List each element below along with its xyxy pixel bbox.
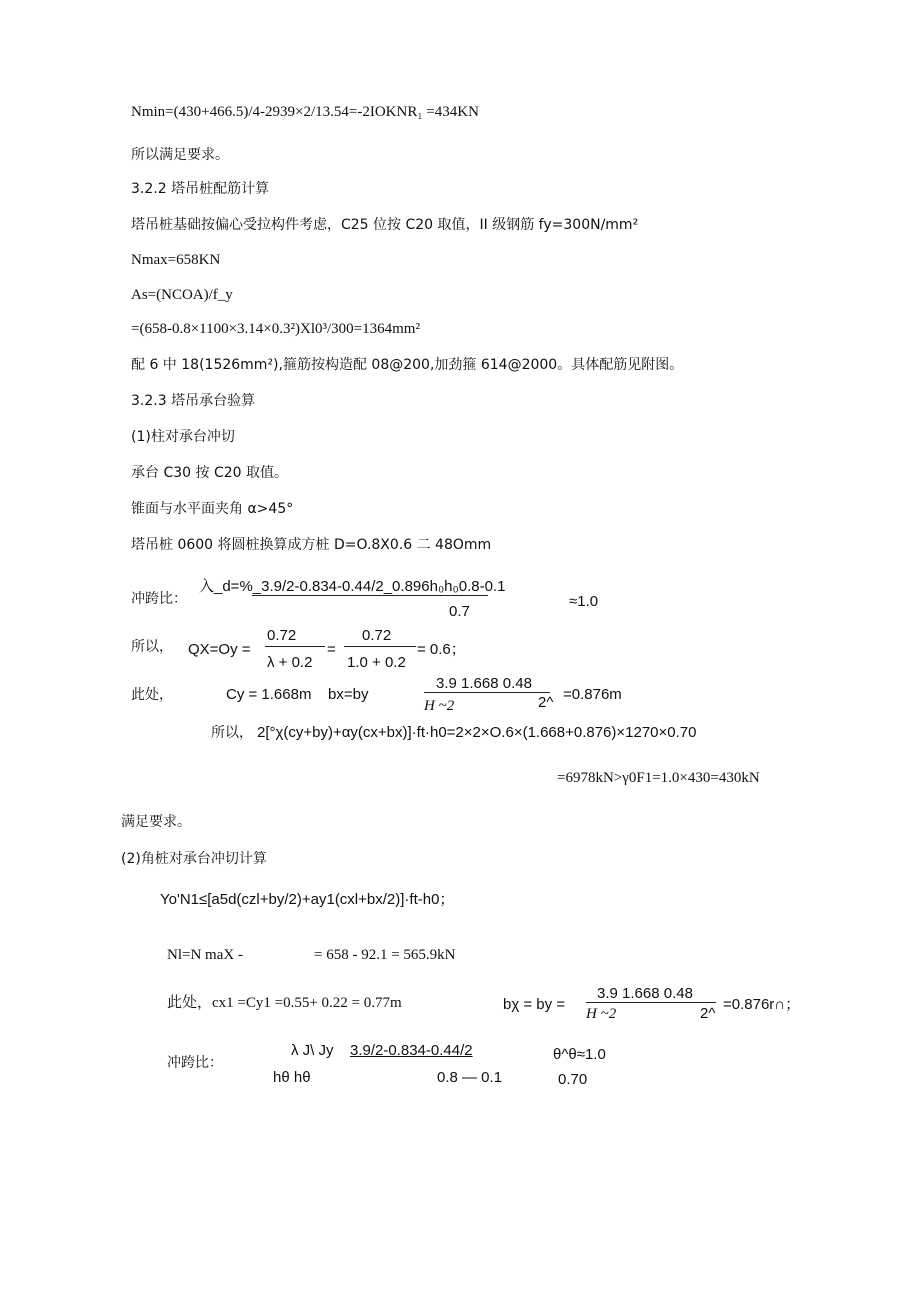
- ratio-result: ≈1.0: [569, 593, 599, 610]
- ratio-expression: 入_d=%_3.9/2-0.834-0.44/2_0.896h₀h₀0.8-0.1: [199, 578, 506, 595]
- b-denominator-right: 2^: [538, 694, 554, 711]
- ratio2-top-a: λ J\ Jy: [291, 1042, 334, 1059]
- b-fraction-bar: [424, 692, 550, 693]
- cy-value: Cy = 1.668m: [226, 686, 312, 703]
- fraction1-bar: [265, 646, 325, 647]
- nmin-formula: Nmin=(430+466.5)/4-2939×2/13.54=-2IOKNR₁ =434KN: [131, 104, 479, 120]
- b-denominator-left: H ~2: [424, 698, 455, 714]
- ratio-label: 冲跨比：: [131, 591, 187, 607]
- design-paragraph: 塔吊桩基础按偏心受拉构件考虑，C25 位按 C20 取值，II 级钢筋 fy=300N/mm²: [131, 217, 639, 233]
- bchi-label: bχ = by =: [503, 996, 566, 1013]
- rebar-paragraph: 配 6 中 18(1526mm²),箍筋按构造配 08@200,加劲箍 614@2000。具体配筋见附图。: [131, 357, 684, 373]
- punching-result: =6978kN>γ0F1=1.0×430=430kN: [557, 770, 760, 786]
- nl-result: = 658 - 92.1 = 565.9kN: [314, 947, 456, 963]
- ratio2-bottom-b: 0.8 — 0.1: [437, 1069, 503, 1086]
- fraction1-numerator: 0.72: [267, 627, 297, 644]
- equals-sign: =: [327, 641, 336, 658]
- bx-by: bx=by: [328, 686, 369, 703]
- fraction1-denominator: λ + 0.2: [267, 654, 313, 671]
- satisfy2-text: 满足要求。: [121, 814, 191, 830]
- nl-formula: Nl=N maX -: [167, 947, 243, 963]
- so2-label: 所以，: [211, 725, 253, 741]
- here2-text: 此处，cx1 =Cy1 =0.55+ 0.22 = 0.77m: [167, 995, 402, 1011]
- punching-sum: 2[°χ(cy+by)+αy(cx+bx)]·ft·h0=2×2×O.6×(1.668+0.876)×1270×0.70: [257, 724, 697, 741]
- b2-fraction-bar: [586, 1002, 716, 1003]
- ratio-fraction-bar: [252, 595, 488, 596]
- theta-top: θ^θ≈1.0: [553, 1046, 606, 1063]
- fraction2-bar: [344, 646, 416, 647]
- pile-conversion: 塔吊桩 0600 将圆桩换算成方桩 D=O.8X0.6 二 48Omm: [131, 537, 492, 553]
- b2-result: =0.876r∩；: [723, 996, 801, 1013]
- ratio2-top-b: 3.9/2-0.834-0.44/2: [350, 1042, 473, 1059]
- alpha-xy: QX=Oy =: [188, 641, 251, 658]
- corner-pile-formula: Yo'N1≤[a5d(czl+by/2)+ay1(cxl+bx/2)]·ft-h0；: [160, 891, 455, 908]
- section-heading-3-2-3: 3.2.3 塔吊承台验算: [131, 393, 256, 409]
- fraction2-denominator: 1.0 + 0.2: [347, 654, 406, 671]
- b2-denominator-left: H ~2: [586, 1006, 617, 1022]
- ratio2-label: 冲跨比：: [167, 1055, 223, 1071]
- cone-angle: 锥面与水平面夹角 α>45°: [131, 501, 294, 517]
- section-heading-3-2-2: 3.2.2 塔吊桩配筋计算: [131, 181, 270, 197]
- fraction2-numerator: 0.72: [362, 627, 392, 644]
- b-result: =0.876m: [563, 686, 622, 703]
- satisfy-text: 所以满足要求。: [131, 147, 229, 163]
- here-label: 此处，: [131, 687, 173, 703]
- as-formula: As=(NCOA)/f_y: [131, 287, 233, 303]
- so-label: 所以，: [131, 639, 173, 655]
- b2-numerator: 3.9 1.668 0.48: [597, 985, 693, 1002]
- theta-bottom: 0.70: [558, 1071, 588, 1088]
- subsection-2: (2)角桩对承台冲切计算: [121, 851, 267, 867]
- b2-denominator-right: 2^: [700, 1005, 716, 1022]
- nmax-value: Nmax=658KN: [131, 252, 221, 268]
- as-calculation: =(658-0.8×1100×3.14×0.3²)Xl0³/300=1364mm²: [131, 321, 420, 337]
- ratio2-bottom-a: hθ hθ: [273, 1069, 311, 1086]
- c30-note: 承台 C30 按 C20 取值。: [131, 465, 288, 481]
- b-numerator: 3.9 1.668 0.48: [436, 675, 532, 692]
- subsection-1: (1)柱对承台冲切: [131, 429, 235, 445]
- ratio-denominator: 0.7: [449, 603, 470, 620]
- fraction-result: = 0.6；: [417, 641, 466, 658]
